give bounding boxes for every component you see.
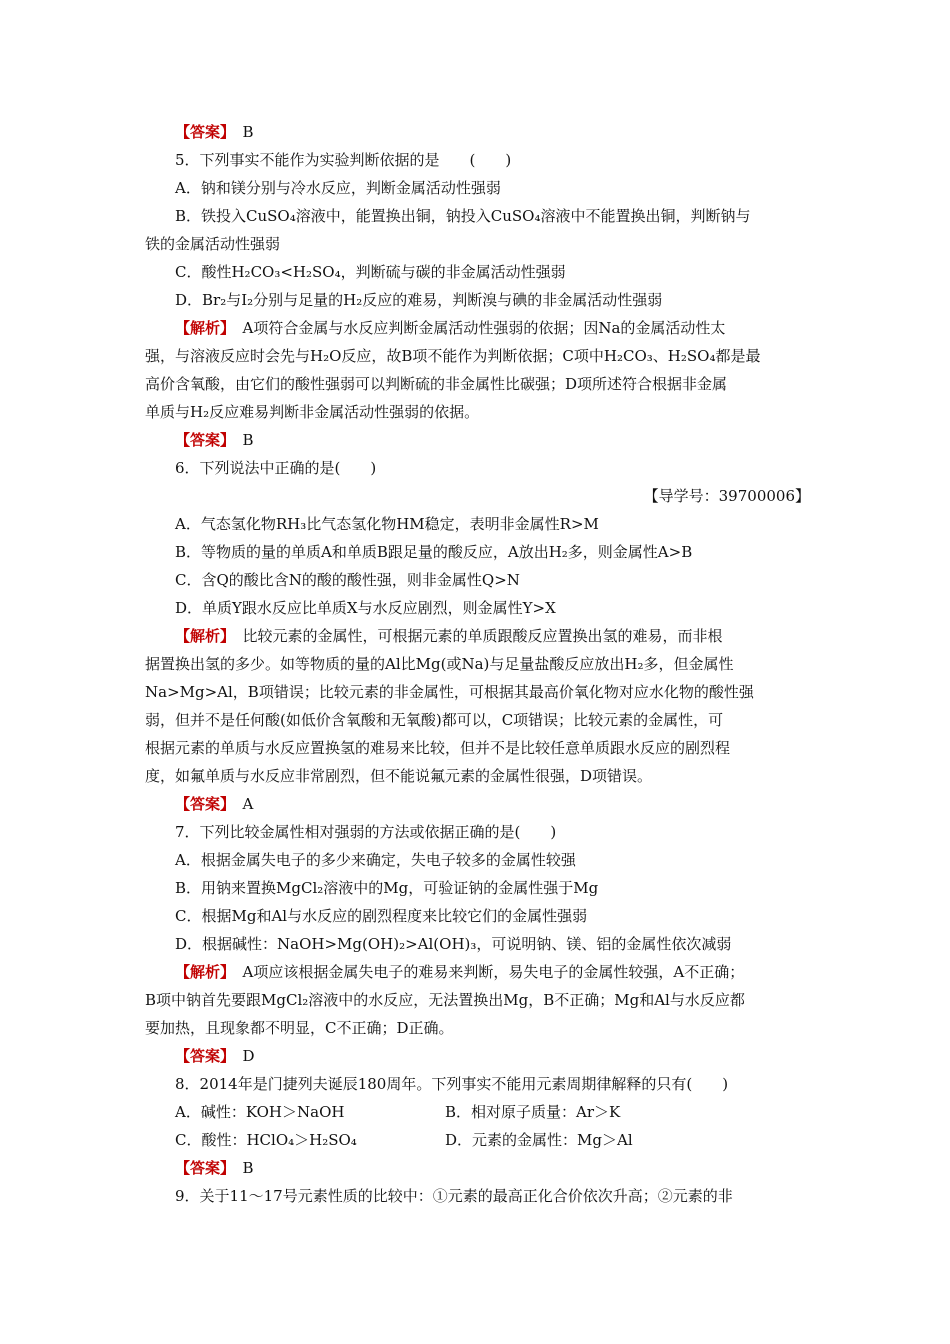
q6-analysis-line: 根据元素的单质与水反应置换氢的难易来比较，但并不是比较任意单质跟水反应的剧烈程: [145, 739, 731, 757]
q5-answer: [175, 430, 845, 450]
q7-option-b: B．用钠来置换MgCl₂溶液中的Mg，可验证钠的金属性强于Mg: [175, 879, 599, 897]
q5-option-c: C．酸性H₂CO₃<H₂SO₄，判断硫与碳的非金属活动性强弱: [175, 263, 566, 281]
q8-answer: [175, 1158, 845, 1178]
q8-options-row2: [175, 1130, 845, 1150]
analysis-tag: 【解析】: [175, 627, 228, 645]
q8-option-c: C．酸性：HClO₄＞H₂SO₄: [175, 1131, 357, 1149]
analysis-tag: 【解析】: [175, 319, 228, 337]
answer-value: D: [242, 1047, 255, 1065]
q6-analysis-line: 度，如氟单质与水反应非常剧烈，但不能说氟元素的金属性很强，D项错误。: [145, 767, 653, 785]
answer-tag: 【答案】: [175, 1159, 228, 1177]
q6-analysis: [175, 626, 845, 646]
q4-answer: [175, 122, 845, 142]
q6-answer: [175, 794, 845, 814]
q6-option-c: C．含Q的酸比含N的酸的酸性强，则非金属性Q>N: [175, 571, 520, 589]
q5-analysis-line: 高价含氧酸，由它们的酸性强弱可以判断硫的非金属性比碳强；D项所述符合根据非金属: [145, 375, 728, 393]
q8-option-a: A．碱性：KOH＞NaOH: [175, 1103, 345, 1121]
answer-tag: 【答案】: [175, 795, 228, 813]
answer-tag: 【答案】: [175, 1047, 228, 1065]
q6-option-a: A．气态氢化物RH₃比气态氢化物HM稳定，表明非金属性R>M: [175, 515, 599, 533]
analysis-tag: 【解析】: [175, 963, 228, 981]
q5-stem: 5．下列事实不能作为实验判断依据的是 ( ): [175, 151, 512, 169]
q5-option-b: B．铁投入CuSO₄溶液中，能置换出铜，钠投入CuSO₄溶液中不能置换出铜，判断钠与: [175, 207, 751, 225]
analysis-text: A项符合金属与水反应判断金属活动性强弱的依据；因Na的金属活动性太: [242, 319, 726, 337]
q8-option-b: B．相对原子质量：Ar＞K: [445, 1103, 621, 1121]
q8-options-row1: [175, 1102, 845, 1122]
q5-analysis: [175, 318, 845, 338]
q5-analysis-line: 单质与H₂反应难易判断非金属活动性强弱的依据。: [145, 403, 480, 421]
guide-number: 【导学号：39700006】: [643, 487, 810, 505]
analysis-text: A项应该根据金属失电子的难易来判断，易失电子的金属性较强，A不正确；: [242, 963, 745, 981]
q9-stem: 9．关于11～17号元素性质的比较中：①元素的最高正化合价依次升高；②元素的非: [175, 1187, 733, 1205]
answer-value: B: [242, 123, 254, 141]
q5-option-b-cont: 铁的金属活动性强弱: [145, 235, 281, 253]
answer-value: B: [242, 1159, 254, 1177]
q6-stem: 6．下列说法中正确的是( ): [175, 459, 377, 477]
q8-option-d: D．元素的金属性：Mg＞Al: [445, 1131, 633, 1149]
q6-option-b: B．等物质的量的单质A和单质B跟足量的酸反应，A放出H₂多，则金属性A>B: [175, 543, 693, 561]
analysis-text: 比较元素的金属性，可根据元素的单质跟酸反应置换出氢的难易，而非根: [242, 627, 723, 645]
q7-stem: 7．下列比较金属性相对强弱的方法或依据正确的是( ): [175, 823, 557, 841]
q5-analysis-line: 强，与溶液反应时会先与H₂O反应，故B项不能作为判断依据；C项中H₂CO₃、H₂SO₄都是最: [145, 347, 761, 365]
q7-analysis-line: B项中钠首先要跟MgCl₂溶液中的水反应，无法置换出Mg，B不正确；Mg和Al与水反应都: [145, 991, 745, 1009]
q6-analysis-line: Na>Mg>Al，B项错误；比较元素的非金属性，可根据其最高价氧化物对应水化物的酸性强: [145, 683, 754, 701]
answer-value: A: [242, 795, 254, 813]
q6-option-d: D．单质Y跟水反应比单质X与水反应剧烈，则金属性Y>X: [175, 599, 556, 617]
q5-option-d: D．Br₂与I₂分别与足量的H₂反应的难易，判断溴与碘的非金属活动性强弱: [175, 291, 663, 309]
q7-option-c: C．根据Mg和Al与水反应的剧烈程度来比较它们的金属性强弱: [175, 907, 588, 925]
q7-analysis: [175, 962, 845, 982]
q8-stem: 8．2014年是门捷列夫诞辰180周年。下列事实不能用元素周期律解释的只有( ): [175, 1075, 729, 1093]
q7-answer: [175, 1046, 845, 1066]
answer-value: B: [242, 431, 254, 449]
q6-analysis-line: 据置换出氢的多少。如等物质的量的Al比Mg(或Na)与足量盐酸反应放出H₂多，但金属性: [145, 655, 734, 673]
q7-option-d: D．根据碱性：NaOH>Mg(OH)₂>Al(OH)₃，可说明钠、镁、铝的金属性依次减弱: [175, 935, 732, 953]
answer-tag: 【答案】: [175, 431, 228, 449]
q5-option-a: A．钠和镁分别与冷水反应，判断金属活动性强弱: [175, 179, 501, 197]
q7-analysis-line: 要加热，且现象都不明显，C不正确；D正确。: [145, 1019, 454, 1037]
q6-analysis-line: 弱，但并不是任何酸(如低价含氧酸和无氧酸)都可以，C项错误；比较元素的金属性，可: [145, 711, 724, 729]
q7-option-a: A．根据金属失电子的多少来确定，失电子较多的金属性较强: [175, 851, 576, 869]
answer-tag: 【答案】: [175, 123, 228, 141]
